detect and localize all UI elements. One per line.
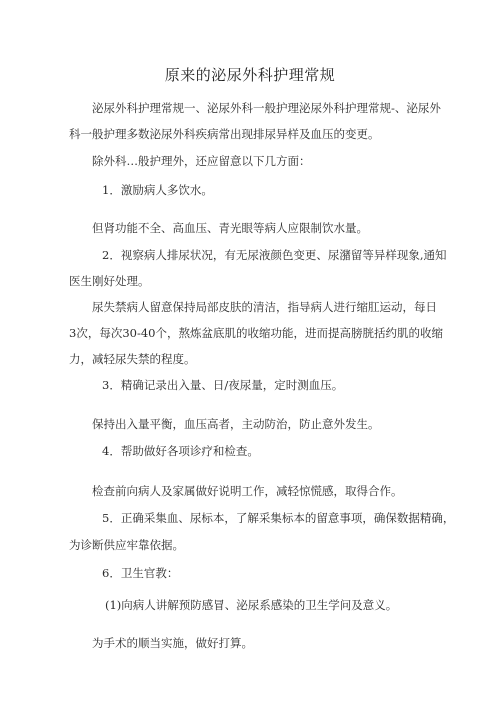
list-item: 6．卫生官教： — [102, 566, 179, 580]
list-item: 3．精确记录出入量、日/夜尿量，定时测血压。 — [102, 378, 344, 392]
paragraph-line: 力，减轻尿失禁的程度。 — [69, 352, 196, 366]
list-item: 4．帮助做好各项诊疗和检查。 — [102, 444, 259, 458]
paragraph-line: 科一般护理多数泌尿外科疾病常出现排尿异样及血压的变更。 — [69, 127, 380, 141]
paragraph-line: 为诊断供应牢靠依据。 — [69, 538, 184, 552]
list-item: 1．激励病人多饮水。 — [102, 183, 213, 197]
paragraph-line: 尿失禁病人留意保持局部皮肤的清洁，指导病人进行缩肛运动，每日 — [92, 300, 437, 314]
list-item: 5．正确采集血、尿标本，了解采集标本的留意事项，确保数据精确， — [102, 511, 455, 525]
paragraph-line: 保持出入量平衡，血压高者，主动防治，防止意外发生。 — [92, 417, 380, 431]
paragraph-line: 为手术的顺当实施，做好打算。 — [92, 636, 253, 650]
paragraph-line: 3次，每次30-40个，熬炼盆底肌的收缩功能，进而提高膀胱括约肌的收缩 — [69, 326, 443, 340]
list-item: 2．视察病人排尿状况，有无尿液颜色变更、尿潴留等异样现象,通知 — [102, 248, 447, 262]
paragraph-line: 除外科…般护理外，还应留意以下几方面： — [92, 154, 311, 168]
paragraph-line: 但肾功能不全、高血压、青光眼等病人应限制饮水量。 — [92, 221, 368, 235]
paragraph-line: 泌尿外科护理常规一、泌尿外科一般护理泌尿外科护理常规-、泌尿外 — [92, 101, 441, 115]
paragraph-line: 医生刚好处理。 — [69, 274, 150, 288]
list-item: (1)向病人讲解预防感冒、泌尿系感染的卫生学问及意义。 — [105, 598, 398, 612]
paragraph-line: 检查前向病人及家属做好说明工作，减轻惊慌感，取得合作。 — [92, 484, 403, 498]
document-title: 原来的泌尿外科护理常规 — [164, 66, 336, 84]
